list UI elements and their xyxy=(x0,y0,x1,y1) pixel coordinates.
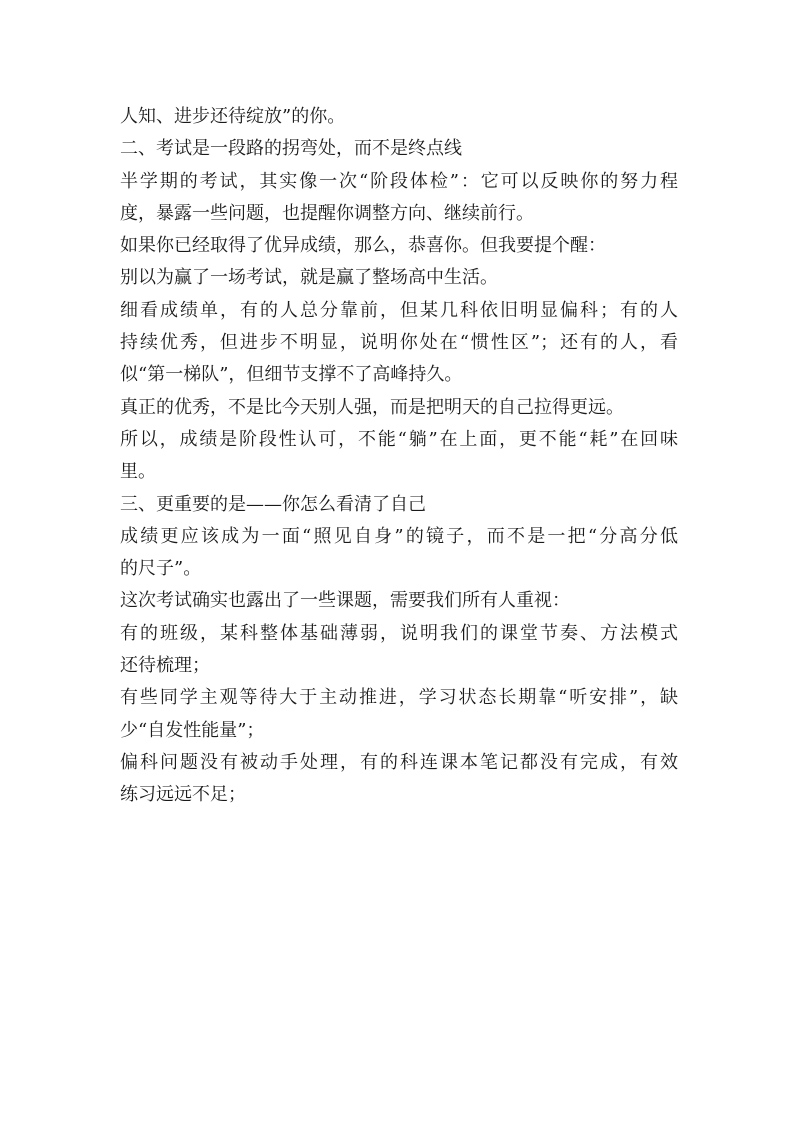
paragraph-line: 少“自发性能量”； xyxy=(120,719,265,741)
paragraph-line: 这次考试确实也露出了一些课题，需要我们所有人重视： xyxy=(120,590,570,612)
document-body xyxy=(120,101,678,812)
paragraph-line: 还待梳理； xyxy=(120,655,210,677)
paragraph-line: 细看成绩单，有的人总分靠前，但某几科依旧明显偏科；有的人 xyxy=(120,299,678,321)
paragraph-line: 的尺子”。 xyxy=(120,558,202,580)
section-heading: 三、更重要的是——你怎么看清了自己 xyxy=(120,493,426,515)
paragraph-line: 度，暴露一些问题，也提醒你调整方向、继续前行。 xyxy=(120,202,534,224)
paragraph-line: 有些同学主观等待大于主动推进，学习状态长期靠“听安排”，缺 xyxy=(120,687,678,709)
paragraph-line: 练习远远不足； xyxy=(120,784,246,806)
paragraph-line: 所以，成绩是阶段性认可，不能“躺”在上面，更不能“耗”在回味 xyxy=(120,428,678,450)
paragraph-line: 半学期的考试，其实像一次“阶段体检”：它可以反映你的努力程 xyxy=(120,170,678,192)
paragraph-line: 偏科问题没有被动手处理，有的科连课本笔记都没有完成，有效 xyxy=(120,751,678,773)
paragraph-line: 有的班级，某科整体基础薄弱，说明我们的课堂节奏、方法模式 xyxy=(120,622,678,644)
paragraph-line: 里。 xyxy=(120,461,156,483)
paragraph-line: 人知、进步还待绽放”的你。 xyxy=(120,106,346,127)
section-heading: 二、考试是一段路的拐弯处，而不是终点线 xyxy=(120,138,462,160)
paragraph-line: 别以为赢了一场考试，就是赢了整场高中生活。 xyxy=(120,267,498,289)
paragraph-line: 成绩更应该成为一面“照见自身”的镜子，而不是一把“分高分低 xyxy=(120,525,678,547)
paragraph-line: 真正的优秀，不是比今天别人强，而是把明天的自己拉得更远。 xyxy=(120,396,624,418)
paragraph-line: 似“第一梯队”，但细节支撑不了高峰持久。 xyxy=(120,364,463,386)
paragraph-line: 如果你已经取得了优异成绩，那么，恭喜你。但我要提个醒： xyxy=(120,235,606,257)
paragraph-line: 持续优秀，但进步不明显，说明你处在“惯性区”；还有的人，看 xyxy=(120,332,678,354)
